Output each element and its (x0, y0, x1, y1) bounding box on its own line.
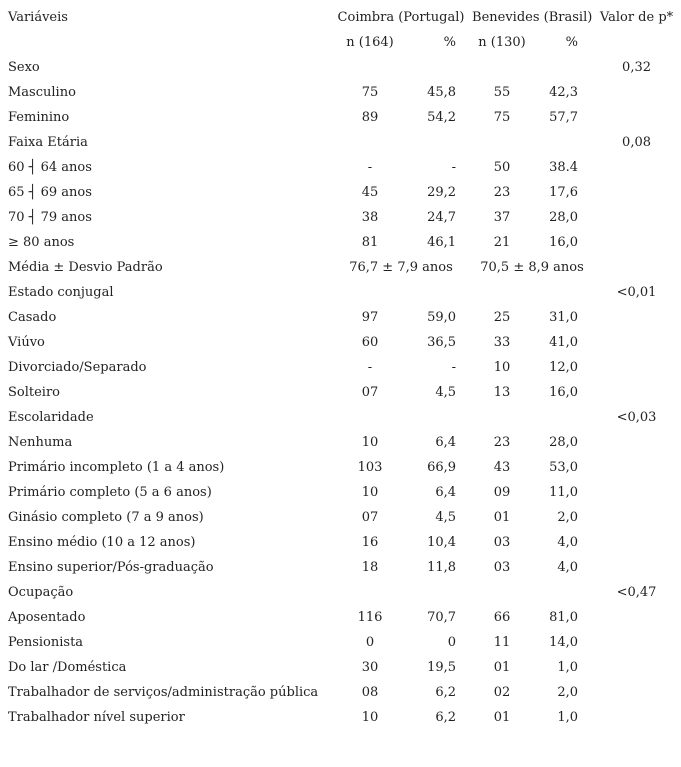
coimbra-pct: 11,8 (427, 560, 457, 575)
coimbra-pct: 66,9 (427, 460, 457, 475)
benevides-n (472, 130, 532, 155)
p-value (592, 630, 681, 655)
header-benevides: Benevides (Brasil) (472, 10, 593, 25)
coimbra-n: 116 (357, 610, 383, 625)
coimbra-n: 08 (361, 685, 379, 700)
row-label: Casado (8, 310, 57, 325)
benevides-pct: 16,0 (549, 235, 579, 250)
table-row (0, 305, 681, 330)
benevides-n: 23 (493, 435, 511, 450)
coimbra-n: 75 (361, 85, 379, 100)
coimbra-pct: 6,2 (435, 685, 457, 700)
coimbra-pct (410, 280, 472, 305)
table-row (0, 380, 681, 405)
benevides-n: 43 (493, 460, 511, 475)
benevides-pct: 4,0 (557, 535, 579, 550)
row-label: Estado conjugal (8, 285, 114, 300)
benevides-pct: 28,0 (549, 210, 579, 225)
p-value (592, 455, 681, 480)
table-row (0, 330, 681, 355)
benevides-pct: 4,0 (557, 560, 579, 575)
coimbra-n: 81 (361, 235, 379, 250)
header-variables: Variáveis (8, 10, 68, 25)
row-label: Aposentado (8, 610, 86, 625)
row-label: Ginásio completo (7 a 9 anos) (8, 510, 204, 525)
benevides-n: 01 (493, 710, 511, 725)
header-row (0, 5, 681, 30)
coimbra-pct: 45,8 (427, 85, 457, 100)
table-row (0, 605, 681, 630)
benevides-pct: 57,7 (549, 110, 579, 125)
table-row (0, 405, 681, 430)
subheader-coimbra-n: n (164) (346, 35, 394, 50)
coimbra-pct (410, 580, 472, 605)
coimbra-n: 89 (361, 110, 379, 125)
p-value (592, 230, 681, 255)
benevides-n (472, 55, 532, 80)
coimbra-pct: 46,1 (427, 235, 457, 250)
coimbra-pct: 0 (447, 635, 457, 650)
benevides-n: 21 (493, 235, 511, 250)
subheader-benevides-pct: % (565, 35, 579, 50)
benevides-pct: 53,0 (549, 460, 579, 475)
table-row (0, 430, 681, 455)
table-row (0, 130, 681, 155)
p-value: <0,01 (616, 285, 657, 300)
benevides-pct: 1,0 (557, 660, 579, 675)
table-row (0, 155, 681, 180)
coimbra-n: 10 (361, 485, 379, 500)
coimbra-pct: 54,2 (427, 110, 457, 125)
coimbra-n (330, 580, 410, 605)
coimbra-pct (410, 130, 472, 155)
header-coimbra: Coimbra (Portugal) (337, 10, 465, 25)
p-value (592, 305, 681, 330)
table-row (0, 230, 681, 255)
p-value (592, 430, 681, 455)
coimbra-pct (410, 55, 472, 80)
coimbra-n: 07 (361, 510, 379, 525)
p-value (592, 605, 681, 630)
benevides-n: 11 (493, 635, 511, 650)
benevides-pct: 2,0 (557, 510, 579, 525)
row-label: Viúvo (8, 335, 45, 350)
coimbra-pct: 19,5 (427, 660, 457, 675)
table-row (0, 255, 681, 280)
row-label: Nenhuma (8, 435, 73, 450)
p-value (592, 480, 681, 505)
row-label: Ensino médio (10 a 12 anos) (8, 535, 196, 550)
benevides-n: 66 (493, 610, 511, 625)
row-label: Ensino superior/Pós-graduação (8, 560, 214, 575)
p-value (592, 555, 681, 580)
p-value (592, 655, 681, 680)
benevides-pct (532, 280, 592, 305)
p-value: 0,08 (622, 135, 651, 150)
table-row (0, 455, 681, 480)
benevides-pct (532, 130, 592, 155)
row-label: 65 ┤ 69 anos (8, 185, 92, 200)
table-row (0, 280, 681, 305)
benevides-n: 33 (493, 335, 511, 350)
row-label: ≥ 80 anos (8, 235, 75, 250)
subheader-benevides-n: n (130) (478, 35, 526, 50)
p-value (592, 705, 681, 730)
coimbra-pct: 24,7 (427, 210, 457, 225)
coimbra-n: 10 (361, 710, 379, 725)
coimbra-n: 38 (361, 210, 379, 225)
benevides-pct (532, 55, 592, 80)
p-value (592, 355, 681, 380)
table-row (0, 655, 681, 680)
p-value (592, 155, 681, 180)
p-value (592, 330, 681, 355)
benevides-pct: 41,0 (549, 335, 579, 350)
p-value (592, 680, 681, 705)
coimbra-pct: 4,5 (435, 385, 457, 400)
p-value (592, 380, 681, 405)
subheader-coimbra-pct: % (443, 35, 457, 50)
benevides-n: 50 (493, 160, 511, 175)
benevides-pct: 42,3 (549, 85, 579, 100)
benevides-pct: 17,6 (549, 185, 579, 200)
table-row (0, 80, 681, 105)
row-label: Sexo (8, 60, 40, 75)
coimbra-n: 30 (361, 660, 379, 675)
row-label: Masculino (8, 85, 76, 100)
coimbra-pct: 29,2 (427, 185, 457, 200)
coimbra-pct: 6,2 (435, 710, 457, 725)
p-value (592, 180, 681, 205)
coimbra-pct: 36,5 (427, 335, 457, 350)
coimbra-n: 07 (361, 385, 379, 400)
benevides-n: 10 (493, 360, 511, 375)
coimbra-pct: 6,4 (435, 435, 457, 450)
table-row (0, 355, 681, 380)
coimbra-pct: 4,5 (435, 510, 457, 525)
benevides-pct: 16,0 (549, 385, 579, 400)
coimbra-n (330, 130, 410, 155)
header-p-value: Valor de p* (599, 10, 674, 25)
table-row (0, 680, 681, 705)
coimbra-pct: - (451, 360, 457, 375)
coimbra-n: - (367, 360, 373, 375)
table-row (0, 205, 681, 230)
coimbra-n: 16 (361, 535, 379, 550)
benevides-n (472, 580, 532, 605)
benevides-n: 09 (493, 485, 511, 500)
benevides-pct: 11,0 (549, 485, 579, 500)
table-row (0, 480, 681, 505)
p-value (592, 530, 681, 555)
coimbra-pct: 70,7 (427, 610, 457, 625)
benevides-pct (532, 405, 592, 430)
table-row (0, 630, 681, 655)
p-value (592, 205, 681, 230)
benevides-n: 75 (493, 110, 511, 125)
benevides-n: 55 (493, 85, 511, 100)
benevides-pct: 31,0 (549, 310, 579, 325)
coimbra-n: 103 (357, 460, 383, 475)
coimbra-pct: - (451, 160, 457, 175)
benevides-n: 03 (493, 560, 511, 575)
coimbra-mean-sd: 76,7 ± 7,9 anos (349, 260, 453, 275)
benevides-pct: 1,0 (557, 710, 579, 725)
row-label: Feminino (8, 110, 70, 125)
benevides-pct: 28,0 (549, 435, 579, 450)
row-label: Ocupação (8, 585, 74, 600)
coimbra-pct: 6,4 (435, 485, 457, 500)
coimbra-pct (410, 405, 472, 430)
benevides-n: 23 (493, 185, 511, 200)
benevides-n: 01 (493, 510, 511, 525)
coimbra-pct: 10,4 (427, 535, 457, 550)
table-body (0, 55, 681, 730)
benevides-n: 03 (493, 535, 511, 550)
row-label: Primário incompleto (1 a 4 anos) (8, 460, 225, 475)
row-label: Primário completo (5 a 6 anos) (8, 485, 212, 500)
benevides-pct: 2,0 (557, 685, 579, 700)
p-value (592, 255, 681, 280)
benevides-n (472, 405, 532, 430)
table-row (0, 105, 681, 130)
benevides-n: 25 (493, 310, 511, 325)
table-row (0, 530, 681, 555)
coimbra-n: 60 (361, 335, 379, 350)
row-label: Pensionista (8, 635, 84, 650)
coimbra-n (330, 405, 410, 430)
benevides-pct: 12,0 (549, 360, 579, 375)
coimbra-n: - (367, 160, 373, 175)
row-label: 60 ┤ 64 anos (8, 160, 92, 175)
benevides-n (472, 280, 532, 305)
coimbra-n (330, 55, 410, 80)
benevides-n: 37 (493, 210, 511, 225)
benevides-n: 02 (493, 685, 511, 700)
p-value (592, 80, 681, 105)
row-label: 70 ┤ 79 anos (8, 210, 92, 225)
benevides-n: 13 (493, 385, 511, 400)
table-row (0, 705, 681, 730)
benevides-pct (532, 580, 592, 605)
benevides-pct: 38.4 (549, 160, 579, 175)
p-value (592, 105, 681, 130)
comparison-table (0, 5, 681, 730)
row-label: Do lar /Doméstica (8, 660, 127, 675)
table-row (0, 580, 681, 605)
coimbra-n (330, 280, 410, 305)
row-label: Solteiro (8, 385, 61, 400)
row-label: Faixa Etária (8, 135, 88, 150)
table-row (0, 180, 681, 205)
row-label: Escolaridade (8, 410, 94, 425)
p-value: <0,47 (616, 585, 657, 600)
row-label: Média ± Desvio Padrão (8, 260, 163, 275)
table-row (0, 55, 681, 80)
benevides-mean-sd: 70,5 ± 8,9 anos (480, 260, 584, 275)
coimbra-n: 45 (361, 185, 379, 200)
table-row (0, 505, 681, 530)
row-label: Divorciado/Separado (8, 360, 147, 375)
benevides-pct: 14,0 (549, 635, 579, 650)
p-value (592, 505, 681, 530)
coimbra-n: 97 (361, 310, 379, 325)
table-row (0, 555, 681, 580)
coimbra-n: 0 (365, 635, 375, 650)
coimbra-pct: 59,0 (427, 310, 457, 325)
benevides-pct: 81,0 (549, 610, 579, 625)
row-label: Trabalhador de serviços/administração pública (8, 685, 319, 700)
subheader-row (0, 30, 681, 55)
benevides-n: 01 (493, 660, 511, 675)
p-value: <0,03 (616, 410, 657, 425)
row-label: Trabalhador nível superior (8, 710, 185, 725)
p-value: 0,32 (622, 60, 651, 75)
coimbra-n: 18 (361, 560, 379, 575)
coimbra-n: 10 (361, 435, 379, 450)
